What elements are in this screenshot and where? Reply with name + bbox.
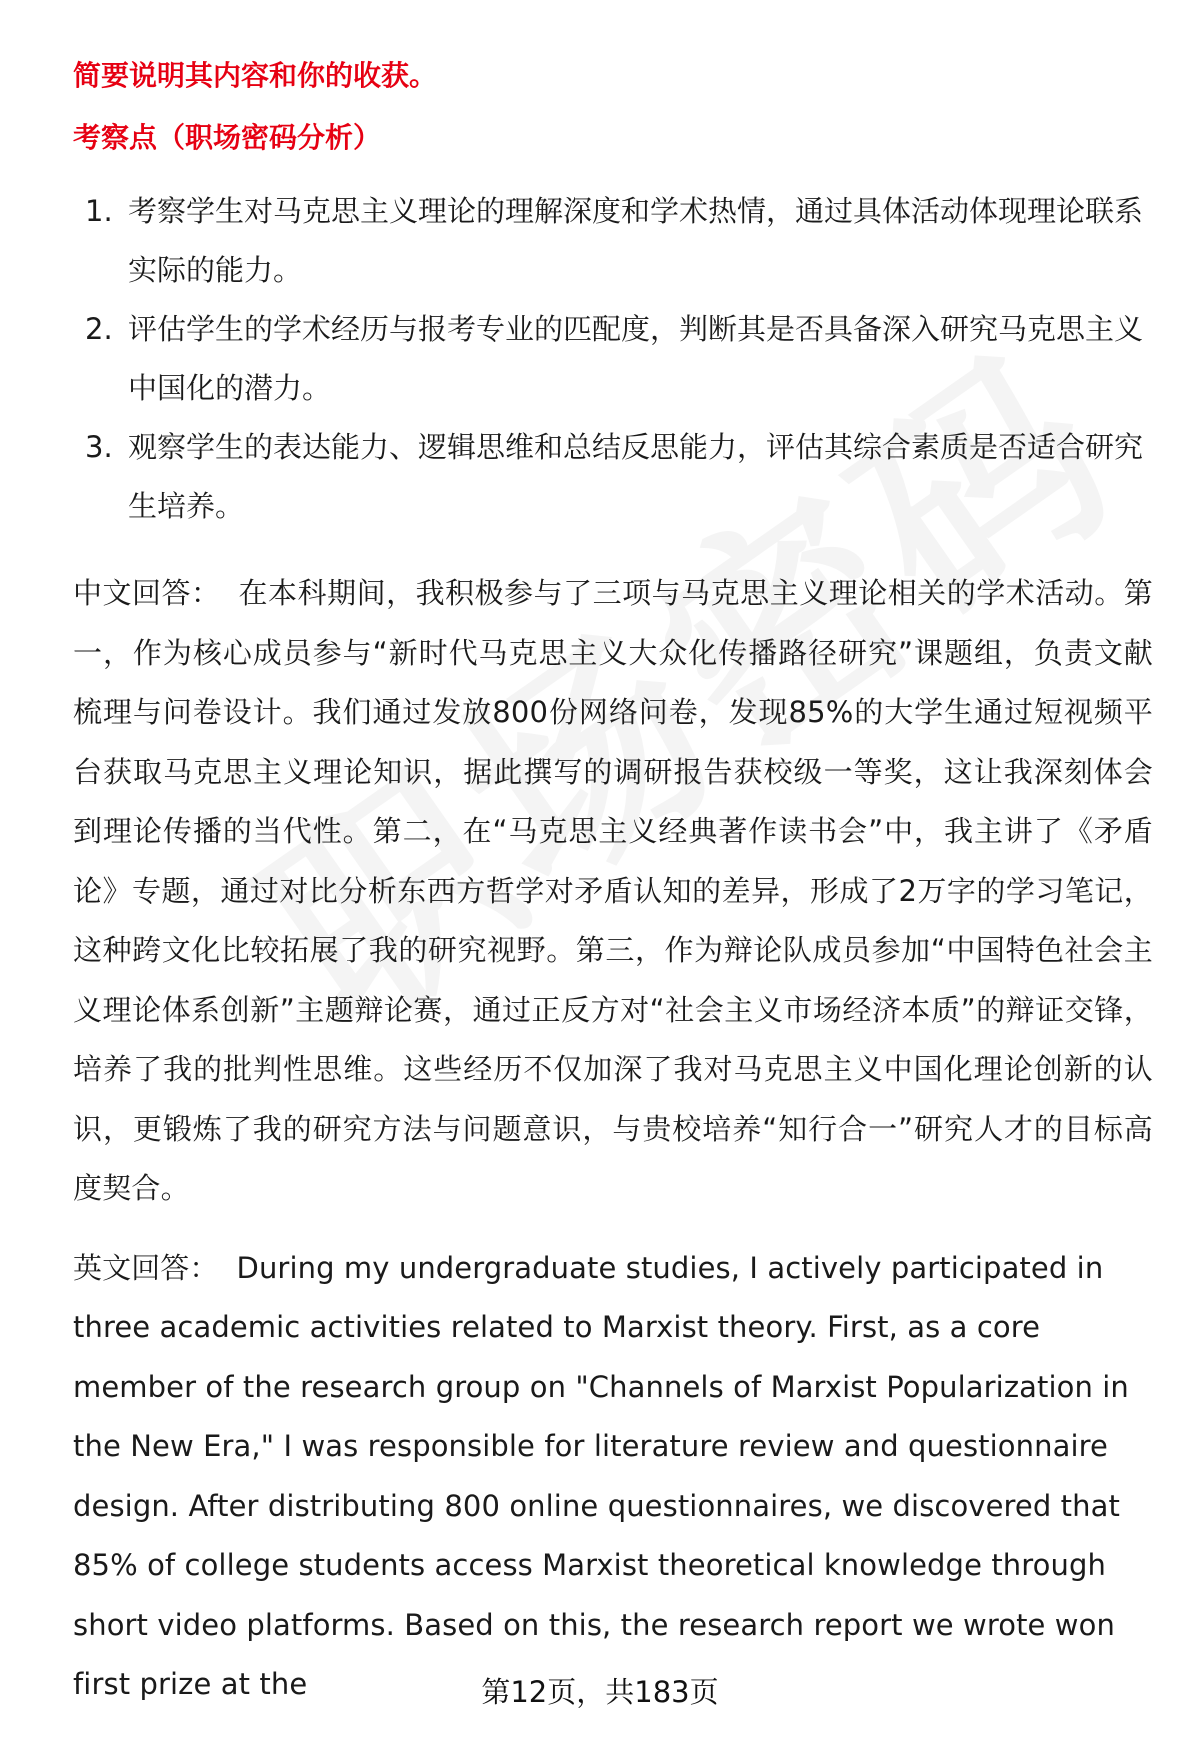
list-item (73, 418, 1153, 536)
prompt-heading: 简要说明其内容和你的收获。 (73, 59, 438, 92)
english-answer-text: During my undergraduate studies, I actively participated in three academic activities related to Marxist theory. First, as a core member of the research group on "Channels of Marxist Popularization in the New Era," I was responsible for literature review and questionnaire design. After distributing 800 online questionnaires, we discovered that 85% of college students access Marxist theoretical knowledge through short video platforms. Based on this, the research report we wrote won first prize at the (73, 1250, 1129, 1701)
list-item-text: 观察学生的表达能力、逻辑思维和总结反思能力，评估其综合素质是否适合研究生培养。 (128, 430, 1144, 523)
page-number: 第12页，共183页 (481, 1675, 719, 1709)
chinese-answer-label: 中文回答： (73, 576, 221, 610)
english-answer (73, 1239, 1153, 1715)
list-item-number: 1. (85, 194, 113, 228)
english-answer-label: 英文回答： (73, 1250, 219, 1285)
list-item-text: 考察学生对马克思主义理论的理解深度和学术热情，通过具体活动体现理论联系实际的能力。 (128, 194, 1144, 287)
chinese-answer (73, 564, 1153, 1219)
list-item (73, 300, 1153, 418)
chinese-answer-text: 在本科期间，我积极参与了三项与马克思主义理论相关的学术活动。第一，作为核心成员参与“新时代马克思主义大众化传播路径研究”课题组，负责文献梳理与问卷设计。我们通过发放800份网络问卷，发现85%的大学生通过短视频平台获取马克思主义理论知识，据此撰写的调研报告获校级一等奖，这让我深刻体会到理论传播的当代性。第二，在“马克思主义经典著作读书会”中，我主讲了《矛盾论》专题，通过对比分析东西方哲学对矛盾认知的差异，形成了2万字的学习笔记，这种跨文化比较拓展了我的研究视野。第三，作为辩论队成员参加“中国特色社会主义理论体系创新”主题辩论赛，通过正反方对“社会主义市场经济本质”的辩证交锋，培养了我的批判性思维。这些经历不仅加深了我对马克思主义中国化理论创新的认识，更锻炼了我的研究方法与问题意识，与贵校培养“知行合一”研究人才的目标高度契合。 (73, 576, 1153, 1205)
list-item-number: 3. (85, 430, 113, 464)
list-item-number: 2. (85, 312, 113, 346)
page-content (73, 56, 1153, 1715)
list-item (73, 182, 1153, 300)
list-item-text: 评估学生的学术经历与报考专业的匹配度，判断其是否具备深入研究马克思主义中国化的潜力。 (128, 312, 1144, 405)
focus-heading: 考察点（职场密码分析） (73, 121, 382, 154)
focus-points-list (73, 182, 1153, 536)
